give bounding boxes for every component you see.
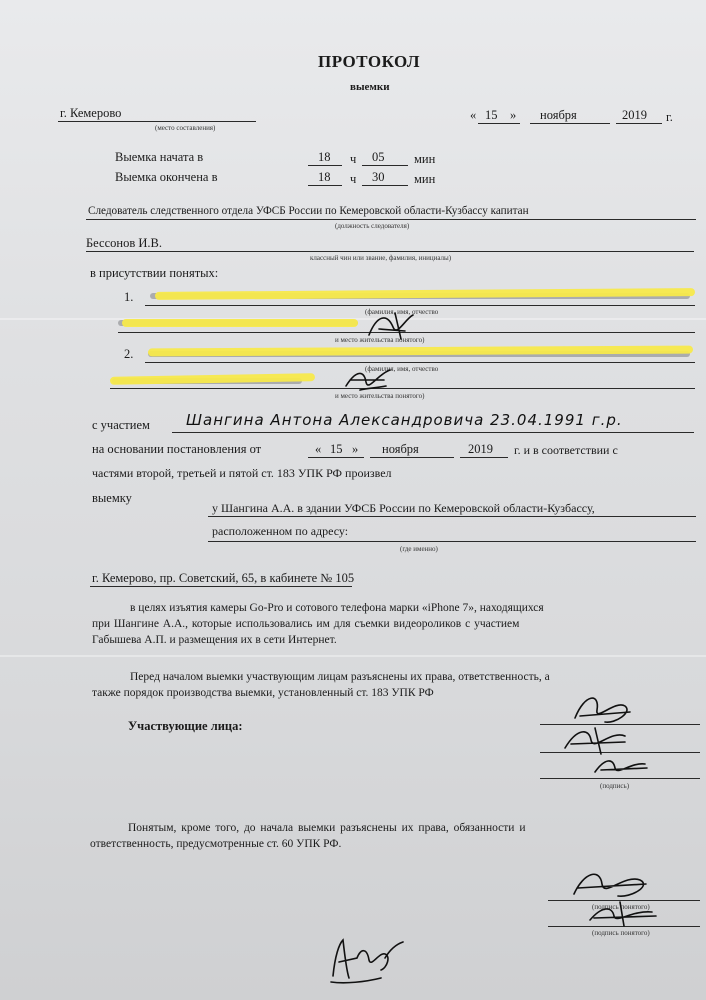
basis-tail: г. и в соответствии с: [514, 443, 618, 457]
date-day: 15: [485, 108, 498, 122]
underline: [86, 219, 696, 220]
end-minute: 30: [372, 170, 385, 184]
investigator-position-hint: (должность следователя): [335, 222, 410, 230]
basis-quote-close: »: [352, 442, 359, 456]
minute-unit: мин: [414, 152, 436, 166]
start-minute: 05: [372, 150, 385, 164]
underline: [362, 185, 408, 186]
investigator-signature: [325, 928, 410, 988]
investigator-position: Следователь следственного отдела УФСБ России по Кемеровской области-Кузбассу капитан: [88, 205, 529, 217]
witness-2-number: 2.: [124, 347, 134, 361]
rights-line-2: также порядок производства выемки, установленный ст. 183 УПК РФ: [92, 687, 434, 699]
witness-2-hint-name: (фамилия, имя, отчество: [365, 365, 439, 373]
paper-fold: [0, 655, 706, 657]
underline: [362, 165, 408, 166]
underline: [308, 185, 342, 186]
underline: [145, 362, 695, 363]
seizure-word: выемку: [92, 491, 132, 505]
basis-law: частями второй, третьей и пятой ст. 183 УПК РФ произвел: [92, 466, 392, 480]
underline: [172, 432, 694, 433]
witness-2-hint-address: и место жительства понятого): [335, 392, 425, 400]
participants-label: Участвующие лица:: [128, 719, 243, 733]
underline: [308, 457, 364, 458]
underline: [478, 123, 520, 124]
start-label: Выемка начата в: [115, 150, 204, 164]
witness-rights-line-1: Понятым, кроме того, до начала выемки разъяснены их права, обязанности и: [128, 822, 526, 834]
date-suffix: г.: [666, 110, 673, 124]
witness-sign-hint-1: (подпись понятого): [592, 903, 650, 911]
hour-unit: ч: [350, 152, 357, 166]
document-subtitle: выемки: [350, 81, 390, 93]
underline: [308, 165, 342, 166]
date-quote-close: »: [510, 108, 517, 122]
basis-year: 2019: [468, 442, 493, 456]
underline: [110, 388, 695, 389]
seizure-address: г. Кемерово, пр. Советский, 65, в кабинете № 105: [92, 571, 355, 585]
witness-1-hint-address: и место жительства понятого): [335, 336, 425, 344]
witnesses-intro: в присутствии понятых:: [90, 266, 219, 280]
place-hint: (место составления): [155, 124, 216, 132]
basis-day: 15: [330, 442, 343, 456]
start-hour: 18: [318, 150, 331, 164]
document-title: ПРОТОКОЛ: [318, 52, 421, 71]
underline: [208, 541, 696, 542]
underline: [460, 457, 508, 458]
basis-quote-open: «: [315, 442, 322, 456]
basis-label: на основании постановления от: [92, 442, 262, 456]
end-label: Выемка окончена в: [115, 170, 218, 184]
investigator-name-hint: классный чин или звание, фамилия, инициалы): [310, 254, 452, 262]
seizure-located: расположенном по адресу:: [212, 524, 349, 538]
redaction-highlight: [122, 319, 358, 327]
participant-signatures: [555, 688, 675, 783]
purpose-line-2: при Шангине А.А., которые использовались им для съемки видеороликов с участием: [92, 618, 520, 630]
witness-1-hint-name: (фамилия, имя, отчество: [365, 308, 439, 316]
underline: [370, 457, 454, 458]
witness-1-number: 1.: [124, 290, 134, 304]
participant-label: с участием: [92, 418, 150, 432]
witness-2-signature: [340, 358, 400, 396]
minute-unit: мин: [414, 172, 436, 186]
hour-unit: ч: [350, 172, 357, 186]
witness-sign-hint-2: (подпись понятого): [592, 929, 650, 937]
signature-hint: (подпись): [600, 782, 630, 790]
end-hour: 18: [318, 170, 331, 184]
purpose-line-3: Габышева А.П. и размещения их в сети Интернет.: [92, 634, 337, 646]
purpose-line-1: в целях изъятия камеры Go-Pro и сотового телефона марки «iPhone 7», находящихся: [130, 602, 544, 614]
investigator-name: Бессонов И.В.: [86, 236, 162, 250]
basis-month: ноября: [382, 442, 419, 456]
date-quote-open: «: [470, 108, 477, 122]
rights-line-1: Перед началом выемки участвующим лицам разъяснены их права, ответственность, а: [130, 671, 550, 683]
place-city: г. Кемерово: [60, 106, 122, 120]
underline: [208, 516, 696, 517]
underline: [90, 586, 352, 587]
date-year: 2019: [622, 108, 647, 122]
underline: [530, 123, 610, 124]
witness-signatures: [560, 858, 680, 930]
where-hint: (где именно): [400, 545, 438, 553]
underline: [58, 121, 256, 122]
participant-handwritten: Шангина Антона Александровича 23.04.1991 г.р.: [186, 411, 623, 429]
witness-1-signature: [365, 305, 425, 345]
witness-rights-line-2: ответственность, предусмотренные ст. 60 УПК РФ.: [90, 838, 342, 850]
seizure-location: у Шангина А.А. в здании УФСБ России по Кемеровской области-Кузбассу,: [212, 501, 595, 515]
underline: [616, 123, 662, 124]
underline: [86, 251, 694, 252]
date-month: ноября: [540, 108, 577, 122]
